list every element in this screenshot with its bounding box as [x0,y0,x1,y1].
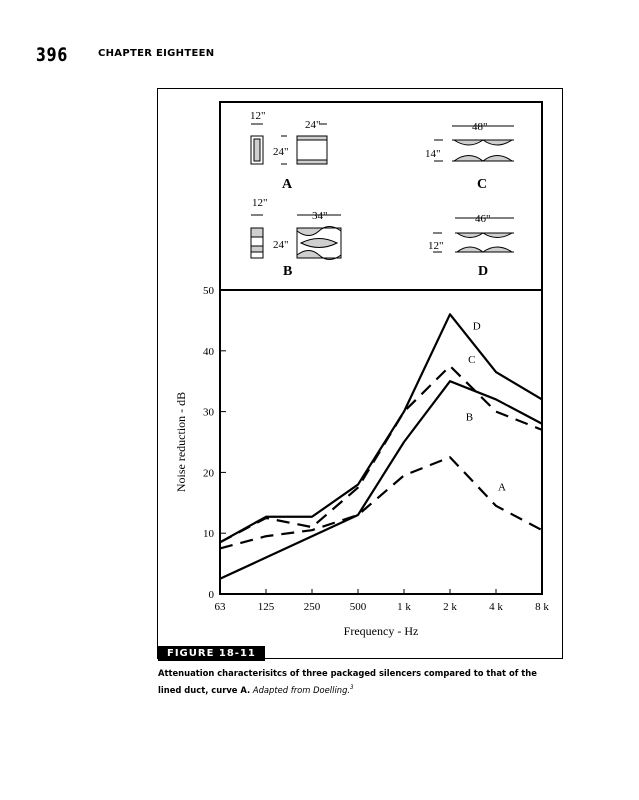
y-tick-label: 10 [203,528,214,541]
y-axis-label: Noise reduction - dB [174,391,188,493]
dim-b-width2: 34" [312,210,328,222]
y-tick-label: 0 [208,589,214,601]
silencer-d-diagram [433,218,514,252]
x-tick-label: 1 k [397,601,411,613]
label-a: A [282,177,293,192]
x-tick-label: 8 k [535,601,549,613]
label-c: C [477,177,488,192]
y-tick-label: 30 [203,406,214,419]
x-tick-label: 250 [303,601,321,613]
figure-label: FIGURE 18-11 [158,646,265,661]
dim-b-height: 24" [273,239,289,251]
caption-main: Attenuation characterisitcs of three packaged silencers compared to that of the lined duct, curve A. [158,669,537,696]
series-label-a: A [498,481,506,494]
figure-caption [158,668,537,698]
x-axis-label: Frequency - Hz [343,624,419,638]
series-line-a [220,457,542,548]
silencer-b-diagram [251,215,341,260]
series-layer [220,314,542,578]
dim-a-height: 24" [273,146,289,158]
y-tick-label: 40 [203,345,214,358]
label-d: D [478,264,489,279]
plot-frame [220,290,542,594]
x-tick-label: 125 [257,601,275,613]
series-line-d [220,314,542,542]
figure-chart [157,88,563,659]
x-tick-label: 500 [349,601,367,613]
dim-b-width: 12" [252,197,268,209]
series-line-b [220,381,542,579]
x-tick-label: 2 k [443,601,457,613]
series-label-c: C [468,353,476,366]
x-tick-label: 4 k [489,601,503,613]
y-tick-label: 20 [203,467,214,480]
caption-reference: 3 [350,684,354,691]
series-label-b: B [465,411,474,424]
dim-c-width: 48" [472,121,488,133]
dim-a-width2: 24" [305,119,321,131]
caption-source: Adapted from Doelling. [252,686,351,696]
inset-frame [220,102,542,290]
dim-c-height: 14" [425,148,441,160]
dim-d-height: 12" [428,240,444,252]
series-label-d: D [472,320,481,333]
page-number: 396 [36,44,69,66]
dim-a-width: 12" [250,110,266,122]
y-tick-label: 50 [203,285,214,297]
dim-d-width: 46" [475,213,491,225]
x-tick-label: 63 [214,601,226,613]
label-b: B [283,264,293,279]
chapter-title: CHAPTER EIGHTEEN [98,48,215,59]
